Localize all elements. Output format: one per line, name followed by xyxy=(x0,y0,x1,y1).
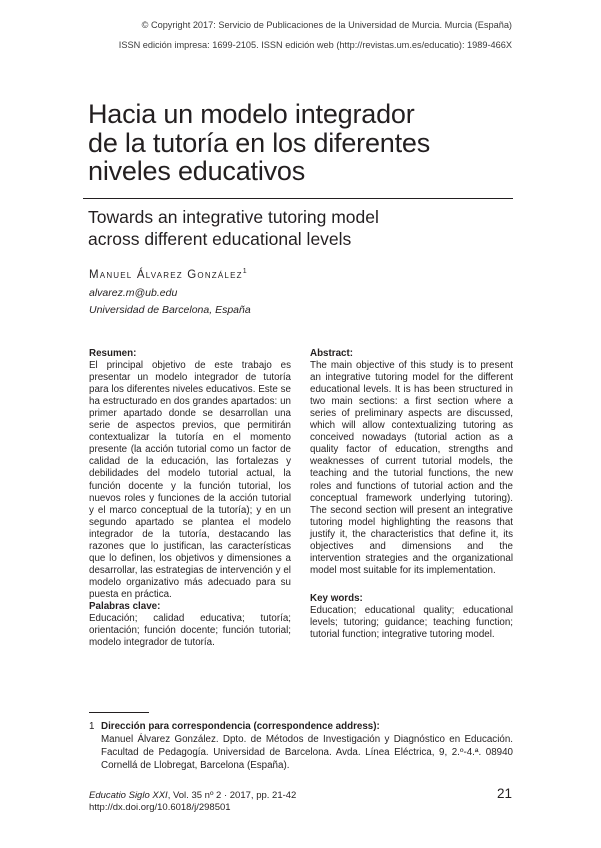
spanish-abstract-column xyxy=(89,348,291,649)
palabras-clave-text: Educación; calidad educativa; tutoría; orientación; función docente; función tutorial; modelo integrador de tutoría. xyxy=(89,613,291,649)
title-divider xyxy=(83,198,513,199)
title-en-line: across different educational levels xyxy=(88,229,352,249)
footnote xyxy=(89,720,513,772)
footnote-divider xyxy=(89,712,149,713)
article-title-es xyxy=(88,100,528,186)
abstract-heading: Abstract: xyxy=(310,348,354,359)
key-words-heading: Key words: xyxy=(310,592,363,604)
copyright-line: © Copyright 2017: Servicio de Publicaciones de la Universidad de Murcia. Murcia (España) xyxy=(141,20,512,30)
key-words-text: Education; educational quality; educational levels; tutoring; guidance; teaching function; tutorial function; integrative tutoring model. xyxy=(310,604,513,641)
footnote-text: Manuel Álvarez González. Dpto. de Métodos de Investigación y Diagnóstico en Educación. Facultad de Pedagogía. Universidad de Barcelona. Avda. Línea Eléctrica, 9, 2.º-4.ª. 08940 Cornellá de Llobregat, Barcelona (España). xyxy=(101,734,513,772)
author-footnote-marker: 1 xyxy=(242,268,247,275)
issn-line: ISSN edición impresa: 1699-2105. ISSN edición web (http://revistas.um.es/educatio): 1989-466X xyxy=(118,40,512,50)
footnote-heading: Dirección para correspondencia (correspondence address): xyxy=(101,721,380,732)
doi-link[interactable]: http://dx.doi.org/10.6018/j/298501 xyxy=(89,802,231,813)
title-es-line: Hacia un modelo integrador xyxy=(88,99,415,129)
title-es-line: niveles educativos xyxy=(88,156,306,186)
palabras-clave-heading: Palabras clave: xyxy=(89,600,161,612)
page-footer xyxy=(89,790,296,814)
author-affiliation: Universidad de Barcelona, España xyxy=(89,304,251,316)
page-number: 21 xyxy=(496,786,512,801)
article-title-en xyxy=(88,206,528,250)
journal-name: Educatio Siglo XXI xyxy=(89,790,168,801)
title-es-line: de la tutoría en los diferentes xyxy=(88,127,431,158)
title-en-line: Towards an integrative tutoring model xyxy=(88,207,379,227)
journal-citation xyxy=(89,790,296,802)
abstract-text: The main objective of this study is to present an integrative tutoring model for the different educational levels. It is has been structured in two main sections: a first section where a series of preliminary aspects are discussed, which will allow contextualizing tutoring as conceived nowadays (tutorial action as a quality factor of education, strengths and weaknesses of current tutorial models, the teaching and the tutorial functions, the new roles and functions of tutorial action and the conceptual framework underlying tutoring). The second section will present an integrative tutoring model highlighting the reasons that justify it, the characteristics that define it, its objectives and dimensions and the intervention strategies and the organizational model most suitable for its implementation. xyxy=(310,360,513,576)
resumen-heading: Resumen: xyxy=(89,348,137,359)
author-email[interactable]: alvarez.m@ub.edu xyxy=(89,287,178,299)
resumen-text: El principal objetivo de este trabajo es presentar un modelo integrador de tutoría para los diferentes niveles educativos. Este se ha estructurado en dos grandes apartados: un primer apartado donde se desarrollan una serie de aspectos previos, que permitirán contextualizar la tutoría en el momento presente (la acción tutorial como un factor de calidad de la educación, las fortalezas y debilidades del modelo tutorial actual, la función docente y la función tutorial, los nuevos roles y funciones de la acción tutorial y el marco conceptual de la tutoría); y en un segundo apartado se plantea el modelo integrador de la tutoría, destacando las razones que lo justifican, las características que lo definen, los objetivos y dimensiones a desarrollar, las estrategias de intervención y el modelo organizativo más adecuado para su puesta en práctica. xyxy=(89,360,291,600)
footnote-number: 1 xyxy=(89,721,95,732)
english-abstract-column xyxy=(310,348,513,641)
author-name: Manuel Álvarez González$^1$ xyxy=(89,268,247,281)
journal-volume: , Vol. 35 nº 2 · 2017, pp. 21-42 xyxy=(167,790,297,801)
